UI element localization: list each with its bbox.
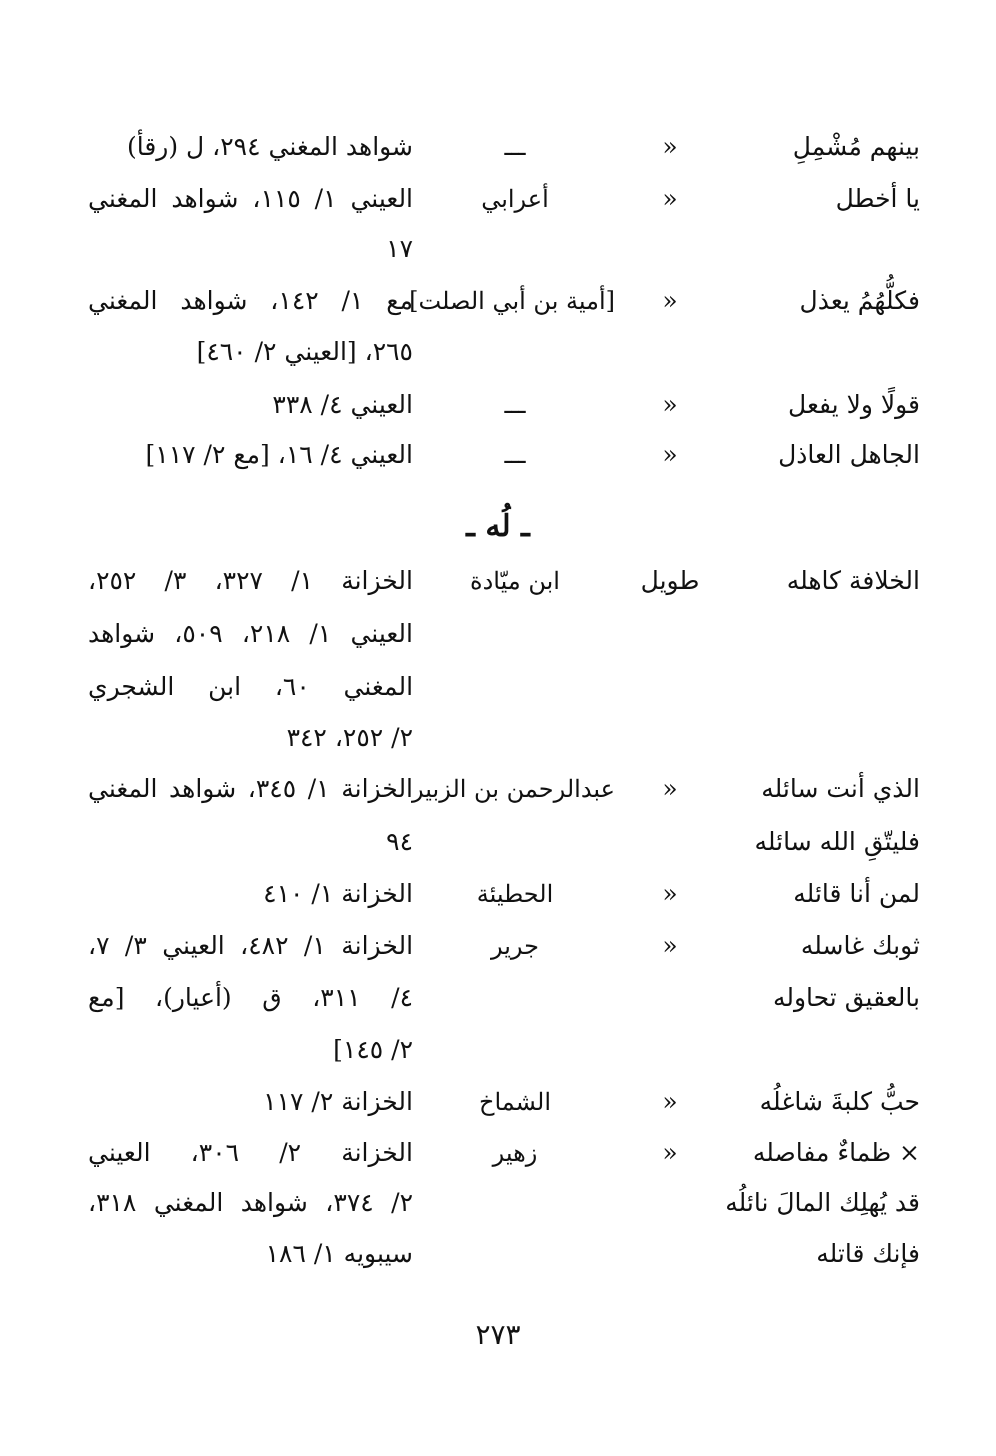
entry-row-continued bbox=[0, 224, 996, 274]
source-ref: ٢٦٥، [العيني ٢/ ٤٦٠] bbox=[196, 337, 413, 366]
verse-ending: الجاهل العاذل bbox=[778, 440, 920, 469]
source-ref: الخزانة ١/ ٤١٠ bbox=[263, 879, 413, 908]
poet-name: [أمية بن أبي الصلت] bbox=[409, 287, 615, 315]
source-ref: ١٧ bbox=[386, 234, 413, 263]
source-ref: الخزانة ٢/ ١١٧ bbox=[263, 1087, 413, 1116]
meter-ditto: « bbox=[662, 286, 678, 315]
source-ref: الخزانة ١/ ٤٨٢، العيني ٣/ ٧، bbox=[88, 931, 414, 960]
entry-row-continued bbox=[0, 662, 996, 712]
page-number: ٢٧٣ bbox=[475, 1318, 521, 1351]
poet-name: عبدالرحمن بن الزبير bbox=[412, 775, 615, 803]
meter-ditto: « bbox=[662, 1138, 678, 1167]
source-ref: مع ١/ ١٤٢، شواهد المغني bbox=[88, 286, 413, 315]
source-ref: ٢/ ٣٧٤، شواهد المغني ٣١٨، bbox=[88, 1188, 414, 1217]
meter-name: طويل bbox=[640, 566, 700, 595]
meter-ditto: « bbox=[662, 440, 678, 469]
entry-row-continued bbox=[0, 1025, 996, 1075]
verse-ending: قد يُهلِك المالَ نائلُه bbox=[725, 1188, 920, 1217]
entry-row-continued bbox=[0, 327, 996, 377]
verse-ending: بينهم مُشْمِلِ bbox=[792, 132, 920, 161]
source-ref: الخزانة ١/ ٣٢٧، ٣/ ٢٥٢، bbox=[88, 566, 413, 595]
entry-row bbox=[0, 1128, 996, 1178]
entry-row-continued bbox=[0, 713, 996, 763]
entry-row-continued bbox=[0, 817, 996, 867]
source-ref: الخزانة ١/ ٣٤٥، شواهد المغني bbox=[88, 774, 414, 803]
poet-name: ـــ bbox=[504, 133, 526, 161]
rhyme-section-heading: ـ لُه ـ bbox=[466, 509, 530, 544]
meter-ditto: « bbox=[662, 931, 678, 960]
verse-ending: فكلُّهُمُ يعذل bbox=[799, 286, 920, 315]
entry-row bbox=[0, 276, 996, 326]
verse-ending: فليتّقِ الله سائله bbox=[754, 827, 920, 856]
entry-row-continued bbox=[0, 973, 996, 1023]
entry-row bbox=[0, 1077, 996, 1127]
poet-name: زهير bbox=[492, 1139, 538, 1167]
source-ref: ٢/ ٢٥٢، ٣٤٢ bbox=[286, 723, 413, 752]
verse-ending: بالعقيق تحاوله bbox=[772, 983, 920, 1012]
source-ref: الخزانة ٢/ ٣٠٦، العيني bbox=[88, 1138, 413, 1167]
meter-ditto: « bbox=[662, 132, 678, 161]
entry-row bbox=[0, 869, 996, 919]
poet-name: جرير bbox=[491, 932, 539, 960]
meter-ditto: « bbox=[662, 1087, 678, 1116]
source-ref: العيني ٤/ ٣٣٨ bbox=[272, 390, 413, 419]
source-ref: ٢/ ١٤٥] bbox=[333, 1035, 413, 1064]
verse-ending: الذي أنت سائله bbox=[761, 774, 920, 803]
source-ref: العيني ١/ ١١٥، شواهد المغني bbox=[88, 184, 414, 213]
poet-name: الحطيئة bbox=[476, 880, 554, 908]
meter-ditto: « bbox=[662, 184, 678, 213]
entry-row bbox=[0, 380, 996, 430]
verse-ending: فإنك قاتله bbox=[816, 1239, 920, 1268]
source-ref: شواهد المغني ٢٩٤، ل (رقأ) bbox=[126, 132, 413, 161]
verse-ending: حبُّ كلبةَ شاغلُه bbox=[759, 1087, 920, 1116]
source-ref: ٩٤ bbox=[386, 827, 413, 856]
entry-row bbox=[0, 174, 996, 224]
verse-ending: قولًا ولا يفعل bbox=[788, 390, 920, 419]
entry-row bbox=[0, 921, 996, 971]
meter-ditto: « bbox=[662, 390, 678, 419]
entry-row-continued bbox=[0, 1178, 996, 1228]
verse-ending: الخلافة كاهله bbox=[786, 566, 920, 595]
entry-row-continued bbox=[0, 1229, 996, 1279]
verse-ending: × ظماءٌ مفاصله bbox=[752, 1138, 920, 1167]
verse-ending: لمن أنا قائله bbox=[793, 879, 920, 908]
poet-name: ـــ bbox=[504, 441, 526, 469]
verse-ending: يا أخطل bbox=[835, 184, 920, 213]
poet-name: الشماخ bbox=[478, 1088, 552, 1116]
source-ref: سيبويه ١/ ١٨٦ bbox=[265, 1239, 413, 1268]
entry-row bbox=[0, 122, 996, 172]
entry-row bbox=[0, 430, 996, 480]
source-ref: المغني ٦٠، ابن الشجري bbox=[88, 672, 414, 701]
poet-name: ابن ميّادة bbox=[470, 567, 560, 595]
meter-ditto: « bbox=[662, 879, 678, 908]
source-ref: ٤/ ٣١١، ق (أعيار)، [مع bbox=[88, 983, 413, 1012]
source-ref: العيني ١/ ٢١٨، ٥٠٩، شواهد bbox=[88, 619, 413, 648]
meter-ditto: « bbox=[662, 774, 678, 803]
source-ref: العيني ٤/ ١٦، [مع ٢/ ١١٧] bbox=[145, 440, 413, 469]
poet-name: ـــ bbox=[504, 391, 526, 419]
entry-row bbox=[0, 556, 996, 606]
entry-row-continued bbox=[0, 609, 996, 659]
entry-row bbox=[0, 764, 996, 814]
verse-ending: ثوبك غاسله bbox=[800, 931, 920, 960]
poet-name: أعرابي bbox=[481, 185, 549, 213]
